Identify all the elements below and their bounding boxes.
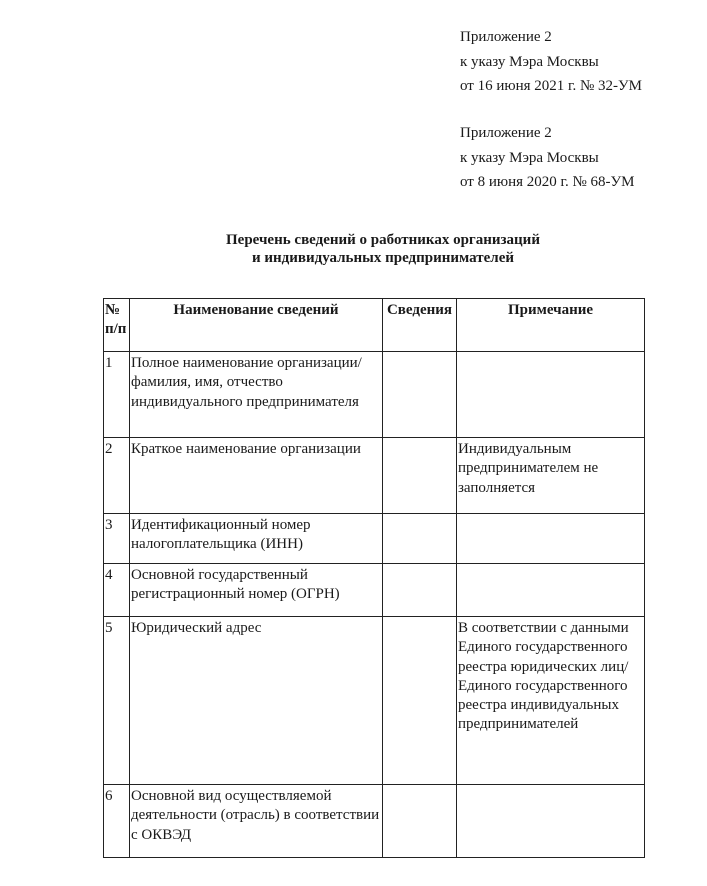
- table-row: [104, 438, 645, 514]
- header-note: Примечание: [457, 299, 645, 352]
- appendix-header-original: [460, 121, 635, 195]
- header-value: Сведения: [383, 299, 457, 352]
- table-row: [104, 352, 645, 438]
- title-line-2: и индивидуальных предпринимателей: [251, 250, 515, 266]
- row-number: 4: [104, 564, 130, 617]
- info-table: [103, 298, 645, 858]
- row-note: Индивидуальным предпринимателем не заполняется: [457, 438, 645, 514]
- table-row: [104, 785, 645, 858]
- table-row: [104, 514, 645, 564]
- row-name: Основной вид осуществляемой деятельности (отрасль) в соответствии с ОКВЭД: [130, 785, 383, 858]
- row-value: [383, 514, 457, 564]
- row-name: Юридический адрес: [130, 617, 383, 785]
- header-name: Наименование сведений: [130, 299, 383, 352]
- row-number: 6: [104, 785, 130, 858]
- row-number: 3: [104, 514, 130, 564]
- row-value: [383, 617, 457, 785]
- row-name: Краткое наименование организации: [130, 438, 383, 514]
- row-value: [383, 785, 457, 858]
- row-note: [457, 514, 645, 564]
- appendix-decree: к указу Мэра Москвы: [460, 53, 599, 70]
- appendix-decree: к указу Мэра Москвы: [460, 149, 599, 166]
- row-note: [457, 785, 645, 858]
- row-number: 1: [104, 352, 130, 438]
- row-value: [383, 438, 457, 514]
- table-row: [104, 564, 645, 617]
- row-number: 5: [104, 617, 130, 785]
- appendix-label: Приложение 2: [460, 29, 552, 45]
- title-line-1: Перечень сведений о работниках организаций: [226, 232, 540, 248]
- row-value: [383, 564, 457, 617]
- header-number: № п/п: [104, 299, 130, 352]
- row-name: Основной государственный регистрационный номер (ОГРН): [130, 564, 383, 617]
- row-name: Полное наименование организации/фамилия, имя, отчество индивидуального предпринимателя: [130, 352, 383, 438]
- row-number: 2: [104, 438, 130, 514]
- appendix-date: от 8 июня 2020 г. № 68-УМ: [460, 174, 635, 190]
- appendix-label: Приложение 2: [460, 125, 552, 141]
- appendix-header-current: [460, 25, 642, 99]
- row-note: [457, 564, 645, 617]
- row-value: [383, 352, 457, 438]
- table-header-row: [104, 299, 645, 352]
- appendix-date: от 16 июня 2021 г. № 32-УМ: [460, 78, 642, 94]
- document-title: [0, 231, 707, 267]
- row-note: [457, 352, 645, 438]
- row-name: Идентификационный номер налогоплательщика (ИНН): [130, 514, 383, 564]
- table-row: [104, 617, 645, 785]
- row-note: В соответствии с данными Единого государственного реестра юридических лиц/Единого государственного реестра индивидуальных предпринимателей: [457, 617, 645, 785]
